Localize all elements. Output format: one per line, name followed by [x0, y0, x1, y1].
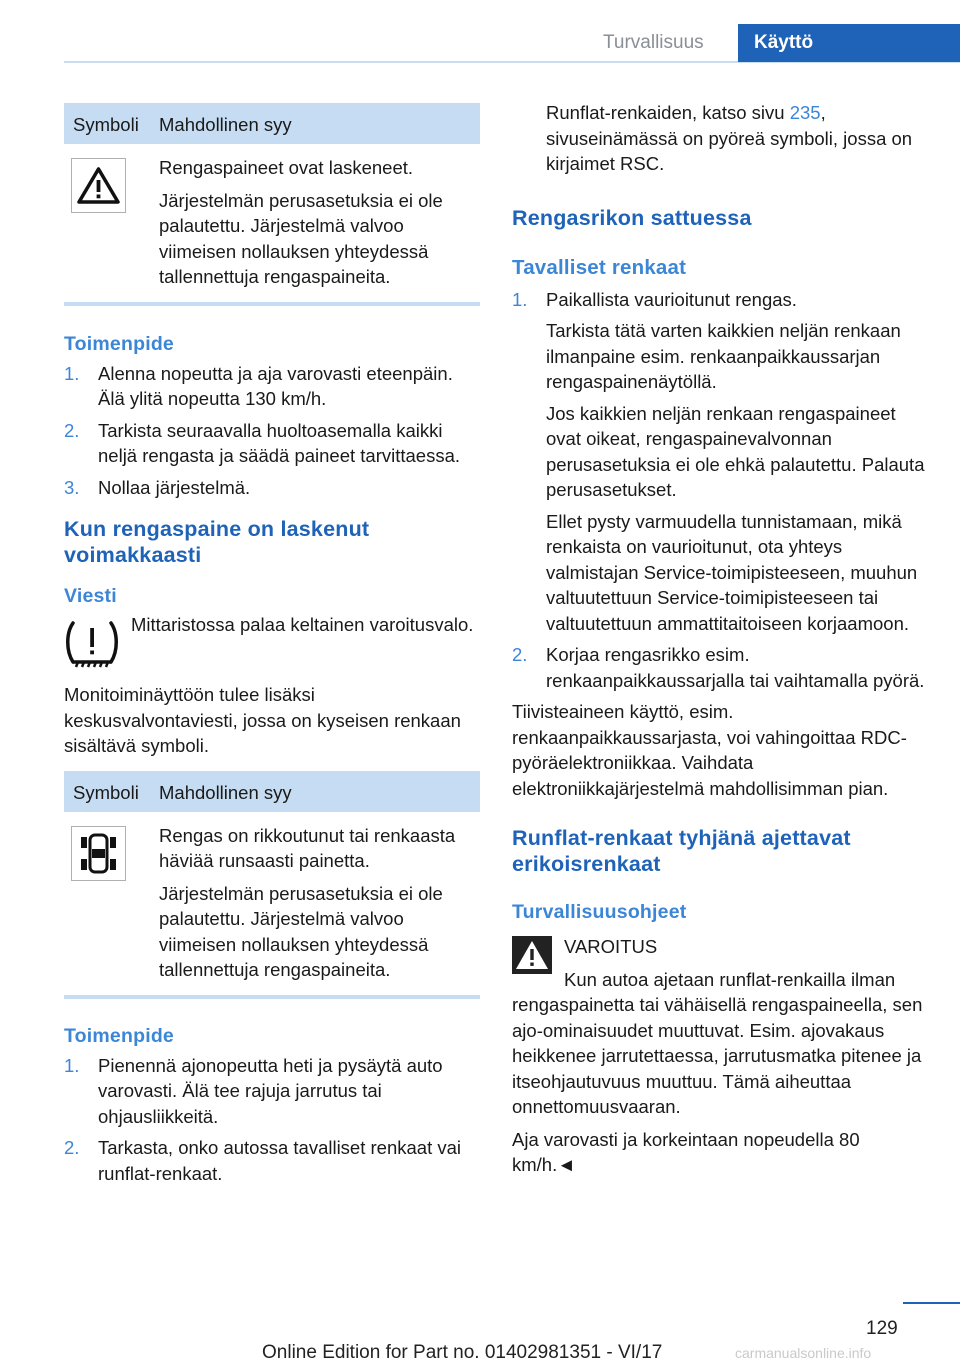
list-item: [64, 1053, 480, 1130]
col-symbol-header: Symboli: [73, 781, 139, 803]
step-text: Tarkista seuraavalla huoltoasemalla kaikki neljä rengasta ja säädä paineet tarvittaessa.: [98, 419, 461, 466]
runflat-intro: [512, 100, 932, 177]
step-number: 1.: [64, 362, 80, 384]
table-row: [64, 144, 480, 290]
intro-text-after: , sivuseinämässä on pyöreä symboli, jossa on kirjaimet RSC.: [546, 102, 913, 174]
step-text: Alenna nopeutta ja aja varovasti eteenpäin. Älä ylitä nopeutta 130 km/h.: [98, 362, 453, 409]
warning-text: Kun autoa ajetaan runflat-renkailla ilman rengaspainetta tai vähäisellä rengaspaineella, sen ajo-ominaisuudet muuttuvat. Esim. ajovakaus heikkenee jarrutettaessa, jarrutusmatka pitenee ja itseohjautuvuus muuttuu. Tämä aiheuttaa onnettomuusvaaran.: [512, 968, 923, 1117]
col-cause-header: Mahdollinen syy: [159, 114, 292, 135]
symbol-table-2: [64, 771, 480, 999]
list-item: [512, 642, 932, 693]
warning-triangle-icon: [512, 936, 552, 974]
list-item: [64, 1135, 480, 1186]
step-number: 3.: [64, 476, 80, 498]
warning-title: VAROITUS: [564, 936, 658, 957]
measures-heading-2: Toimenpide: [64, 1024, 174, 1047]
step-text: Korjaa rengasrikko esim. renkaanpaikkaussarjalla tai vaihtamalla pyörä.: [546, 644, 925, 691]
footer-rule: [903, 1302, 960, 1304]
header-section-label[interactable]: Turvallisuus: [603, 32, 704, 53]
step-number: 2.: [64, 1137, 80, 1158]
table-header: [64, 103, 480, 144]
watermark: carmanualsonline.info: [735, 1345, 872, 1361]
step-detail: Ellet pysty varmuudella tunnistamaan, mikä renkaista on vaurioitunut, ota yhteys valmistajan Service-toimipisteeseen, muuhun valtuutettuun Service-toimipisteeseen tai valtuutettuun ammattitaitoiseen korjaamoon.: [546, 510, 918, 634]
symbol-table-1: [64, 103, 480, 306]
safety-heading: Turvallisuusohjeet: [512, 901, 687, 923]
warning-block: [512, 934, 932, 1120]
header-tab-label: Käyttö: [754, 32, 814, 53]
step-number: 1.: [64, 1054, 80, 1076]
table2-cause-1: Rengas on rikkoutunut tai renkaasta häviää runsaasti painetta.: [159, 824, 456, 871]
step-text: Paikallista vaurioitunut rengas.: [546, 288, 797, 310]
warning-triangle-icon: [71, 158, 126, 213]
page-number: 129: [866, 1318, 898, 1339]
indicator-text: Mittaristossa palaa keltainen varoitusvalo.: [131, 614, 474, 635]
table1-cause-1: Rengaspaineet ovat laskeneet.: [159, 157, 414, 178]
list-item: [64, 361, 480, 412]
heading-flat-tire: Rengasrikon sattuessa: [512, 205, 752, 230]
heading-pressure-drop: Kun rengaspaine on laskenut voimakkaasti: [64, 517, 370, 567]
step-detail: Tarkista tätä varten kaikkien neljän renkaan ilmanpaine esim. renkaanpaikkaussarjan rengaspainenäytöllä.: [546, 320, 901, 392]
cc-message-paragraph: Monitoiminäyttöön tulee lisäksi keskusvalvontaviesti, jossa on kyseisen renkaan sisältävä symboli.: [64, 684, 461, 756]
measures-list-1: [64, 361, 480, 501]
left-column: [64, 103, 480, 1192]
table-bottom-rule: [64, 995, 480, 999]
car-tire-icon: [71, 826, 126, 881]
heading-runflat: Runflat-renkaat tyhjänä ajettavat erikoisrenkaat: [512, 826, 851, 876]
indicator-block: [64, 612, 480, 672]
table-header: [64, 771, 480, 812]
measures-list-2: [64, 1053, 480, 1187]
table-row: [64, 812, 480, 983]
measures-heading-1: Toimenpide: [64, 332, 174, 355]
tire-pressure-warning-icon: [64, 617, 120, 671]
table-bottom-rule: [64, 302, 480, 306]
edition-text: Online Edition for Part no. 01402981351 - VI/17: [262, 1342, 663, 1363]
intro-text-before: Runflat-renkaiden, katso sivu: [546, 102, 790, 123]
page-link-235[interactable]: 235: [789, 102, 821, 123]
list-item: [64, 418, 480, 469]
step-text: Nollaa järjestelmä.: [98, 476, 251, 498]
col-cause-header: Mahdollinen syy: [159, 781, 292, 803]
heading-normal-tires: Tavalliset renkaat: [512, 255, 687, 279]
final-instruction: Aja varovasti ja korkeintaan nopeudella 80 km/h.◄: [512, 1128, 860, 1175]
list-item: [512, 287, 932, 637]
right-column: [512, 100, 932, 1178]
table2-cause-2: Järjestelmän perusasetuksia ei ole palautettu. Järjestelmä valvoo viimeisen nollauksen yhteydessä tallennettuja rengaspaineita.: [159, 882, 443, 980]
message-heading: Viesti: [64, 585, 117, 607]
step-text: Pienennä ajonopeutta heti ja pysäytä auto varovasti. Älä tee rajuja jarrutus tai ohjausliikkeitä.: [98, 1054, 443, 1127]
normal-tires-list: [512, 287, 932, 694]
step-text: Tarkasta, onko autossa tavalliset renkaat vai runflat-renkaat.: [98, 1137, 461, 1184]
step-number: 2.: [64, 419, 80, 441]
step-detail: Jos kaikkien neljän renkaan rengaspaineet ovat oikeat, rengaspainevalvonnan perusasetuksia ei ole ehkä palautettu. Palauta perusasetukset.: [546, 402, 925, 500]
header-tab-active[interactable]: [738, 24, 960, 62]
step-number: 2.: [512, 644, 528, 665]
col-symbol-header: Symboli: [73, 114, 139, 135]
table1-cause-2: Järjestelmän perusasetuksia ei ole palautettu. Järjestelmä valvoo viimeisen nollauksen yhteydessä tallennettuja rengaspaineita.: [159, 189, 443, 287]
step-number: 1.: [512, 288, 528, 310]
list-item: [64, 475, 480, 501]
sealant-paragraph: Tiivisteaineen käyttö, esim. renkaanpaikkaussarjasta, voi vahingoittaa RDC-pyöräelektroniikkaa. Vaihdata elektroniikkajärjestelmä mahdollisimman pian.: [512, 701, 907, 799]
